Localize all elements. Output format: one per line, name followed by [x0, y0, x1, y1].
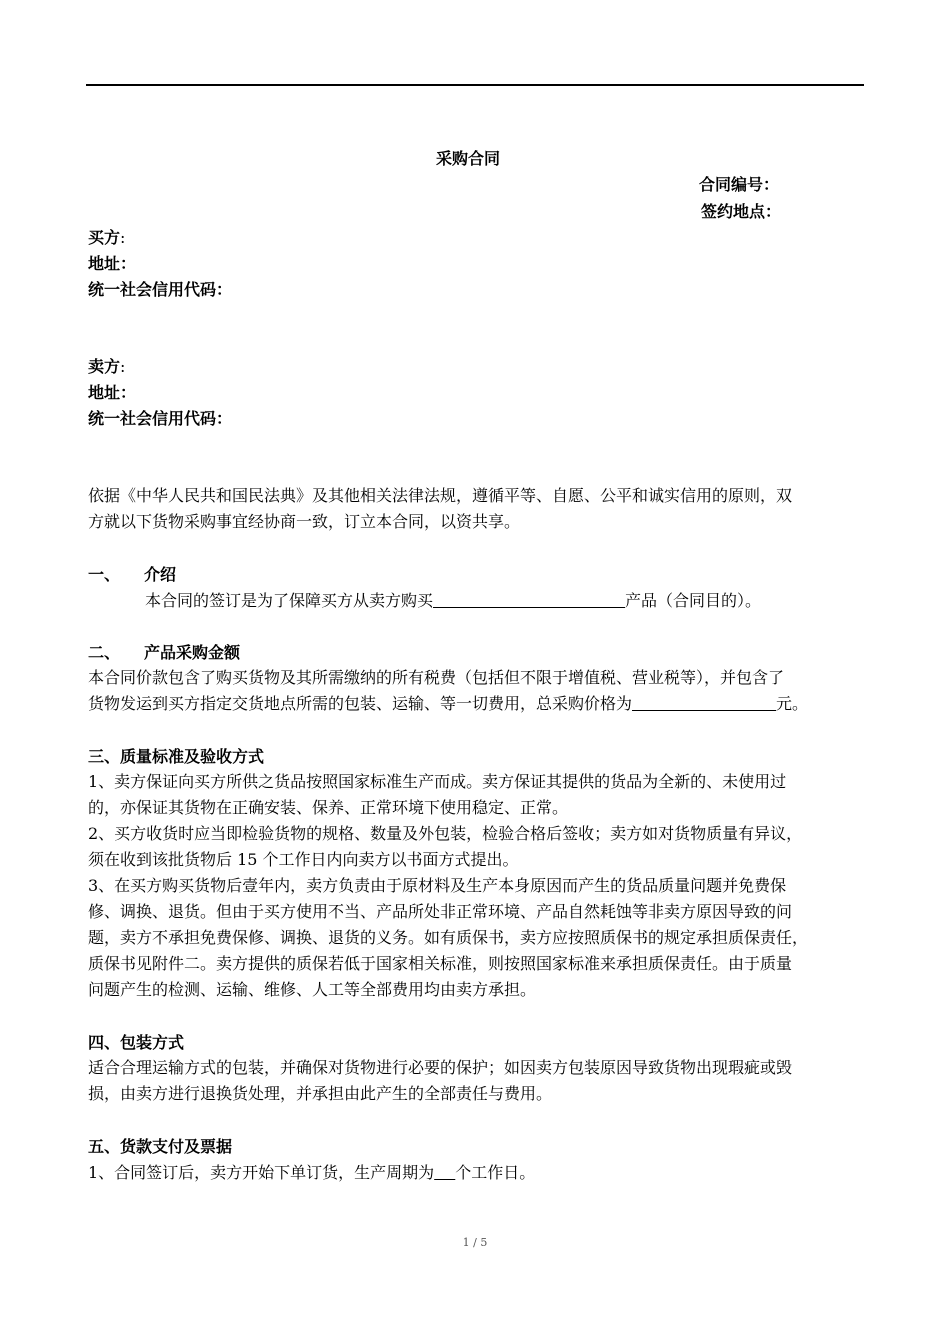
sec4-line: 损，由卖方进行退换货处理，并承担由此产生的全部责任与费用。 — [88, 1084, 553, 1103]
sec1-heading — [88, 562, 176, 585]
sec2-line — [88, 691, 868, 717]
sec3-line: 的，亦保证其货物在正确安装、保养、正常环境下使用稳定、正常。 — [88, 798, 569, 817]
seller-label-line — [88, 354, 125, 377]
sec3-line: 2、买方收货时应当即检验货物的规格、数量及外包装，检验合格后签收；卖方如对货物质量有异议， — [88, 824, 803, 843]
seller-credit-code: 统一社会信用代码： — [88, 409, 233, 428]
header-rule — [86, 84, 864, 86]
sec3-line: 问题产生的检测、运输、维修、人工等全部费用均由卖方承担。 — [88, 980, 537, 999]
sec3-title: 三、质量标准及验收方式 — [88, 747, 265, 766]
contract-no-label: 合同编号： — [699, 175, 780, 194]
sec2-line2-pre: 货物发运到买方指定交货地点所需的包装、运输、等一切费用，总采购价格为 — [88, 694, 633, 713]
sec3-line: 题，卖方不承担免费保修、调换、退货的义务。如有质保书，卖方应按照质保书的规定承担质保责任， — [88, 928, 809, 947]
sec2-body — [88, 665, 868, 717]
sec3-line: 3、在买方购买货物后壹年内，卖方负责由于原材料及生产本身原因而产生的货品质量问题并免费保 — [88, 876, 787, 895]
sign-place-label: 签约地点： — [701, 202, 782, 221]
sec5-title: 五、货款支付及票据 — [88, 1137, 233, 1156]
sec4-body — [88, 1055, 868, 1107]
sec2-heading — [88, 640, 240, 663]
page-number: 1 / 5 — [462, 1236, 488, 1249]
sec2-line2-post: 元。 — [776, 694, 809, 713]
sec1-body-post: 产品（合同目的）。 — [625, 591, 762, 610]
preamble — [88, 483, 868, 535]
sec3-line: 修、调换、退货。但由于买方使用不当、产品所处非正常环境、产品自然耗蚀等非卖方原因导致的问 — [88, 902, 793, 921]
buyer-address: 地址： — [88, 254, 137, 273]
sec3-line: 须在收到该批货物后 15 个工作日内向卖方以书面方式提出。 — [88, 850, 519, 869]
sec5-line1-post: 个工作日。 — [455, 1163, 536, 1182]
sec4-line: 适合合理运输方式的包装，并确保对货物进行必要的保护；如因卖方包装原因导致货物出现瑕疵或毁 — [88, 1058, 793, 1077]
preamble-line: 依据《中华人民共和国民法典》及其他相关法律法规，遵循平等、自愿、公平和诚实信用的原则，双 — [88, 486, 793, 505]
sec2-title: 产品采购金额 — [144, 643, 241, 662]
sec3-body — [88, 769, 868, 1003]
seller-address: 地址： — [88, 383, 137, 402]
sec3-line: 1、卖方保证向买方所供之货品按照国家标准生产而成。卖方保证其提供的货品为全新的、未使用过 — [88, 772, 787, 791]
sec5-line1-pre: 1、合同签订后，卖方开始下单订货，生产周期为 — [88, 1163, 435, 1182]
product-blank — [433, 591, 625, 610]
buyer-label: 买方 — [88, 228, 121, 247]
buyer-label-line — [88, 225, 125, 248]
contract-title: 采购合同 — [436, 149, 501, 168]
sec2-num: 二、 — [88, 643, 121, 662]
seller-label: 卖方 — [88, 357, 121, 376]
sec3-line: 质保书见附件二。卖方提供的质保若低于国家相关标准，则按照国家标准来承担质保责任。由于质量 — [88, 954, 793, 973]
buyer-label-colon: : — [120, 228, 126, 247]
preamble-line: 方就以下货物采购事宜经协商一致，订立本合同，以资共享。 — [88, 512, 521, 531]
price-blank — [632, 694, 776, 713]
sec1-num: 一、 — [88, 565, 121, 584]
sec5-line — [88, 1160, 535, 1183]
sec2-line: 本合同价款包含了购买货物及其所需缴纳的所有税费（包括但不限于增值税、营业税等），并包含了 — [88, 668, 785, 687]
cycle-blank — [434, 1163, 455, 1182]
sec1-body — [145, 588, 761, 611]
seller-label-colon: : — [120, 357, 126, 376]
sec1-body-pre: 本合同的签订是为了保障买方从卖方购买 — [145, 591, 434, 610]
sec4-title: 四、包装方式 — [88, 1033, 185, 1052]
sec1-title: 介绍 — [144, 565, 177, 584]
buyer-credit-code: 统一社会信用代码： — [88, 280, 233, 299]
